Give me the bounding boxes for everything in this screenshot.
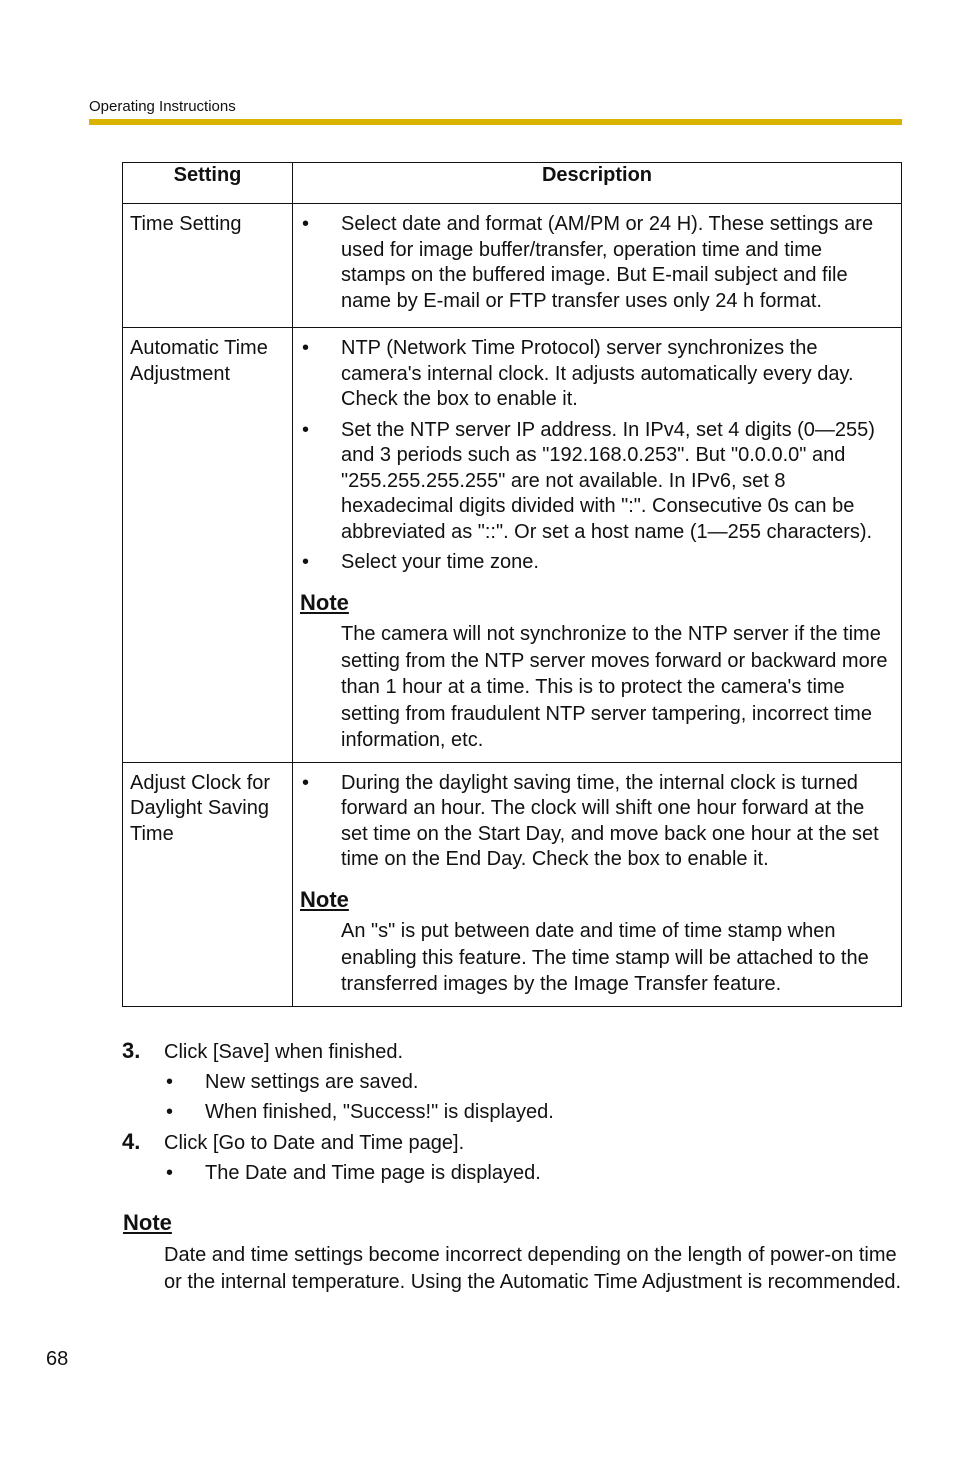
- description-bullet: • Set the NTP server IP address. In IPv4, set 4 digits (0—255) and 3 periods such as "192.168.0.253". But "0.0.0.0" and "255.255.255.255" are not available. In IPv6, set 8 hexadecimal digits divided with ":". Consecutive 0s can be abbreviated as "::". Or set a host name (1—255 characters).: [300, 418, 891, 546]
- note-text: The camera will not synchronize to the NTP server if the time setting from the NTP server moves forward or backward more than 1 hour at a time. This is to protect the camera's time setting from fraudulent NTP server tampering, incorrect time information, etc.: [341, 623, 888, 751]
- table-header-row: [123, 163, 902, 204]
- note-heading: Note: [300, 886, 349, 912]
- column-header-description: Description: [293, 163, 902, 204]
- setting-description: [293, 204, 902, 328]
- note-heading: Note: [300, 589, 349, 615]
- table-row: [123, 762, 902, 1006]
- column-header-setting: Setting: [123, 163, 293, 204]
- header-rule: [89, 119, 902, 125]
- setting-name: Adjust Clock for Daylight Saving Time: [123, 762, 293, 1006]
- step-number: 3.: [122, 1038, 141, 1063]
- footer-note-text: Date and time settings become incorrect depending on the length of power-on time or the internal temperature. Using the Automatic Time Adjustment is recommended.: [164, 1244, 902, 1293]
- steps-list: [122, 1040, 902, 1192]
- description-bullet: • Select date and format (AM/PM or 24 H). These settings are used for image buffer/transfer, operation time and time stamps on the buffered image. But E-mail subject and file name by E-mail or FTP transfer uses only 24 h format.: [300, 212, 891, 314]
- step-bullet: • When finished, "Success!" is displayed.: [164, 1100, 902, 1125]
- setting-description: [293, 762, 902, 1006]
- step-3: [122, 1040, 902, 1125]
- setting-name: Time Setting: [123, 204, 293, 328]
- description-bullet: • During the daylight saving time, the internal clock is turned forward an hour. The clock will shift one hour forward at the set time on the Start Day, and move back one hour at the set time on the End Day. Check the box to enable it.: [300, 771, 891, 873]
- settings-table: [122, 162, 902, 1007]
- page-number: 68: [46, 1348, 69, 1370]
- step-4: [122, 1131, 902, 1186]
- step-number: 4.: [122, 1129, 141, 1154]
- setting-name: Automatic Time Adjustment: [123, 328, 293, 763]
- setting-description: [293, 328, 902, 763]
- note-text: An "s" is put between date and time of time stamp when enabling this feature. The time stamp will be attached to the transferred images by the Image Transfer feature.: [341, 920, 869, 995]
- footer-note-heading: Note: [123, 1210, 172, 1235]
- step-text: Click [Save] when finished.: [164, 1041, 404, 1063]
- table-row: [123, 328, 902, 763]
- header-title: Operating Instructions: [89, 98, 236, 115]
- step-bullet: • New settings are saved.: [164, 1070, 902, 1095]
- description-bullet: • NTP (Network Time Protocol) server synchronizes the camera's internal clock. It adjusts automatically every day. Check the box to enable it.: [300, 336, 891, 413]
- description-bullet: • Select your time zone.: [300, 550, 891, 576]
- step-bullet: • The Date and Time page is displayed.: [164, 1161, 902, 1186]
- step-text: Click [Go to Date and Time page].: [164, 1132, 465, 1154]
- table-row: [123, 204, 902, 328]
